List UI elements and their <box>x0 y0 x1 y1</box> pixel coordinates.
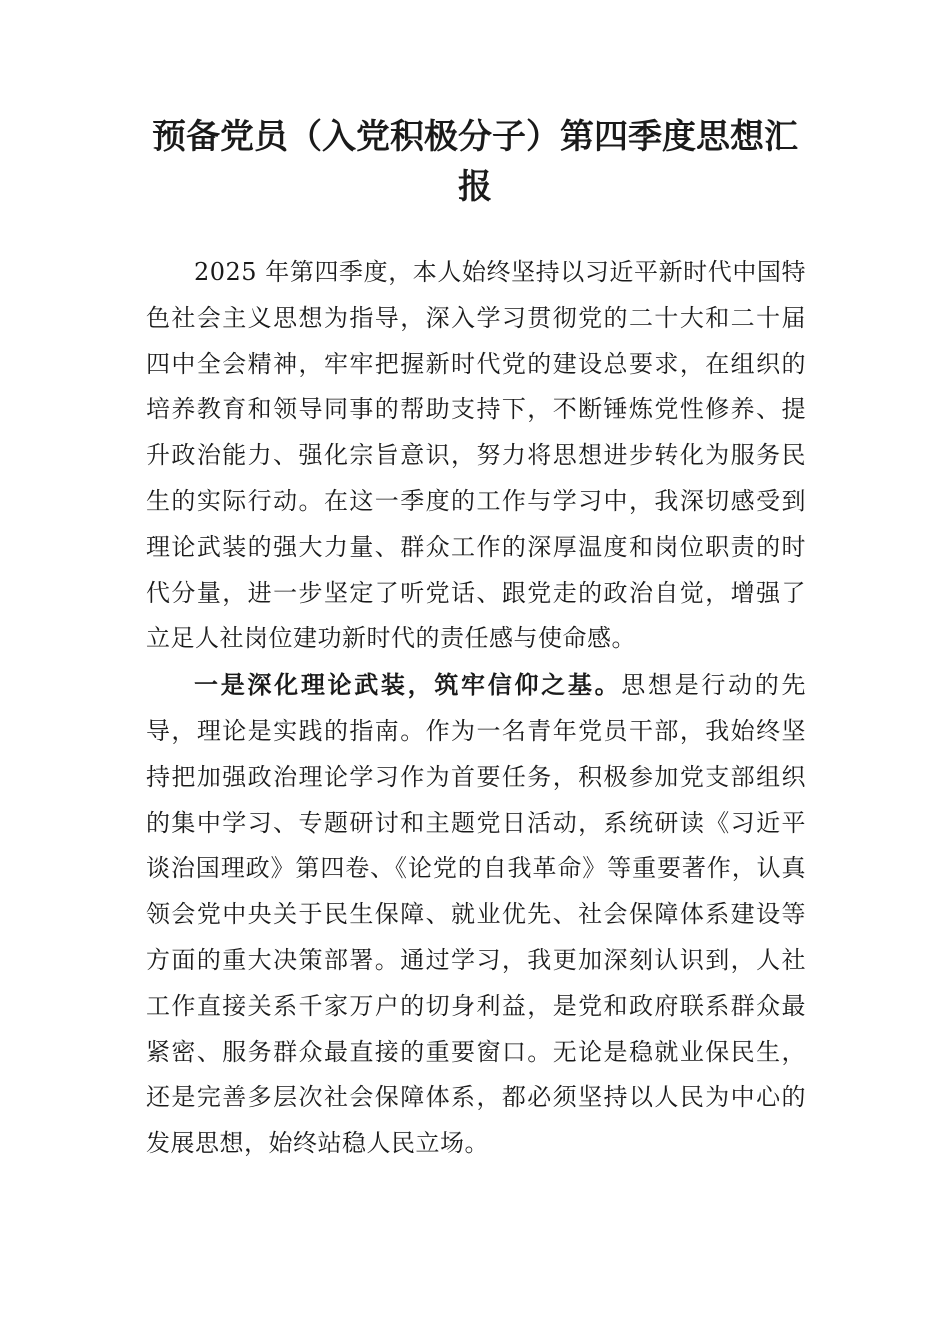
paragraph-lead-heading: 一是深化理论武装，筑牢信仰之基。 <box>194 670 622 700</box>
paragraph-text: 2025 年第四季度，本人始终坚持以习近平新时代中国特色社会主义思想为指导，深入学习贯彻党的二十大和二十届四中全会精神，牢牢把握新时代党的建设总要求，在组织的培养教育和领导同事的帮助支持下，不断锤炼党性修养、提升政治能力、强化宗旨意识，努力将思想进步转化为服务民生的实际行动。在这一季度的工作与学习中，我深切感受到理论武装的强大力量、群众工作的深厚温度和岗位职责的时代分量，进一步坚定了听党话、跟党走的政治自觉，增强了立足人社岗位建功新时代的责任感与使命感。 <box>146 258 806 653</box>
paragraph-text: 思想是行动的先导，理论是实践的指南。作为一名青年党员干部，我始终坚持把加强政治理论学习作为首要任务，积极参加党支部组织的集中学习、专题研讨和主题党日活动，系统研读《习近平谈治国理政》第四卷、《论党的自我革命》等重要著作，认真领会党中央关于民生保障、就业优先、社会保障体系建设等方面的重大决策部署。通过学习，我更加深刻认识到，人社工作直接关系千家万户的切身利益，是党和政府联系群众最紧密、服务群众最直接的重要窗口。无论是稳就业保民生，还是完善多层次社会保障体系，都必须坚持以人民为中心的发展思想，始终站稳人民立场。 <box>146 671 807 1158</box>
document-title: 预备党员（入党积极分子）第四季度思想汇报 <box>152 117 798 207</box>
document-body <box>146 250 806 1167</box>
paragraph-intro <box>146 250 806 662</box>
paragraph-theory <box>146 662 806 1167</box>
